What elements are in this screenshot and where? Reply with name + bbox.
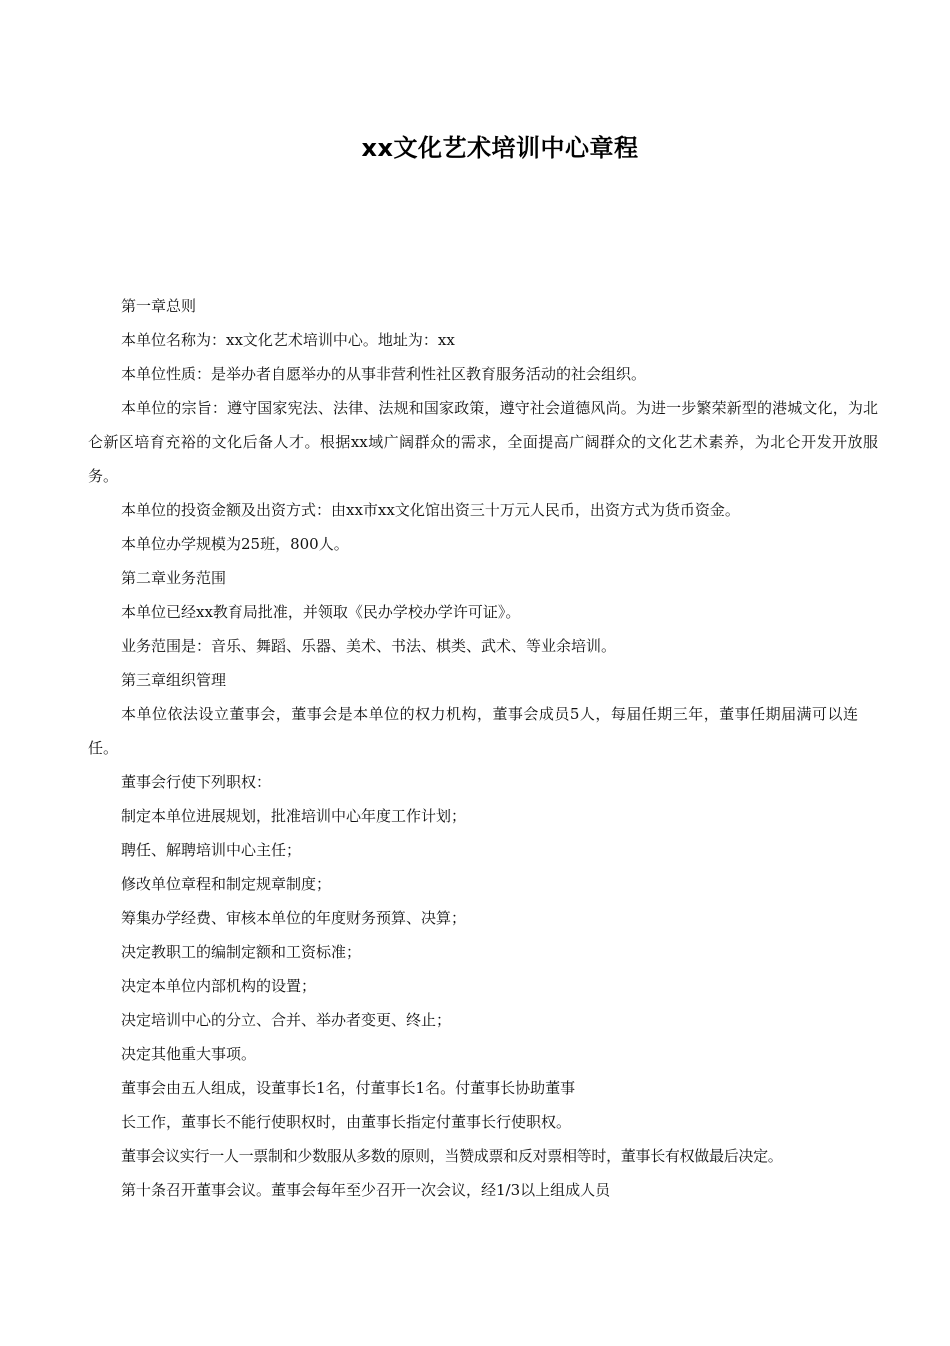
list-item: 决定培训中心的分立、合并、举办者变更、终止； [121,1011,452,1029]
paragraph: 本单位办学规模为25班，800人。 [121,535,349,553]
list-item: 聘任、解聘培训中心主任； [121,841,302,859]
paragraph: 董事会议实行一人一票制和少数服从多数的原则，当赞成票和反对票相等时，董事长有权做最后决定。 [121,1147,783,1165]
paragraph: 长工作，董事长不能行使职权时，由董事长指定付董事长行使职权。 [121,1113,572,1131]
chapter-heading: 第二章业务范围 [121,569,227,587]
paragraph: 董事会由五人组成，设董事长1名，付董事长1名。付董事长协助董事 [121,1079,576,1097]
list-item: 制定本单位进展规划，批准培训中心年度工作计划； [121,807,467,825]
list-item: 决定教职工的编制定额和工资标准； [121,943,362,961]
chapter-heading: 第一章总则 [121,297,197,315]
paragraph: 本单位依法设立董事会，董事会是本单位的权力机构，董事会成员5人，每届任期三年，董事任期届满可以连任。 [88,705,858,757]
paragraph: 业务范围是：音乐、舞蹈、乐器、美术、书法、棋类、武术、等业余培训。 [121,637,617,655]
document-title: xx文化艺术培训中心章程 [361,134,639,162]
paragraph: 第十条召开董事会议。董事会每年至少召开一次会议，经1/3以上组成人员 [121,1181,611,1199]
list-item: 筹集办学经费、审核本单位的年度财务预算、决算； [121,909,467,927]
list-item: 决定其他重大事项。 [121,1045,257,1063]
paragraph: 董事会行使下列职权： [121,773,272,791]
list-item: 修改单位章程和制定规章制度； [121,875,332,893]
list-item: 决定本单位内部机构的设置； [121,977,317,995]
paragraph: 本单位名称为：xx文化艺术培训中心。地址为：xx [121,331,455,349]
paragraph: 本单位性质：是举办者自愿举办的从事非营利性社区教育服务活动的社会组织。 [121,365,647,383]
chapter-heading: 第三章组织管理 [121,671,227,689]
paragraph: 本单位已经xx教育局批准，并领取《民办学校办学许可证》。 [121,603,521,621]
document-body [88,289,878,1207]
paragraph: 本单位的投资金额及出资方式：由xx市xx文化馆出资三十万元人民币，出资方式为货币资金。 [121,501,740,519]
paragraph: 本单位的宗旨：遵守国家宪法、法律、法规和国家政策，遵守社会道德风尚。为进一步繁荣新型的港城文化，为北仑新区培育充裕的文化后备人才。根据xx域广阔群众的需求，全面提高广阔群众的文化艺术素养，为北仑开发开放服务。 [88,399,878,485]
